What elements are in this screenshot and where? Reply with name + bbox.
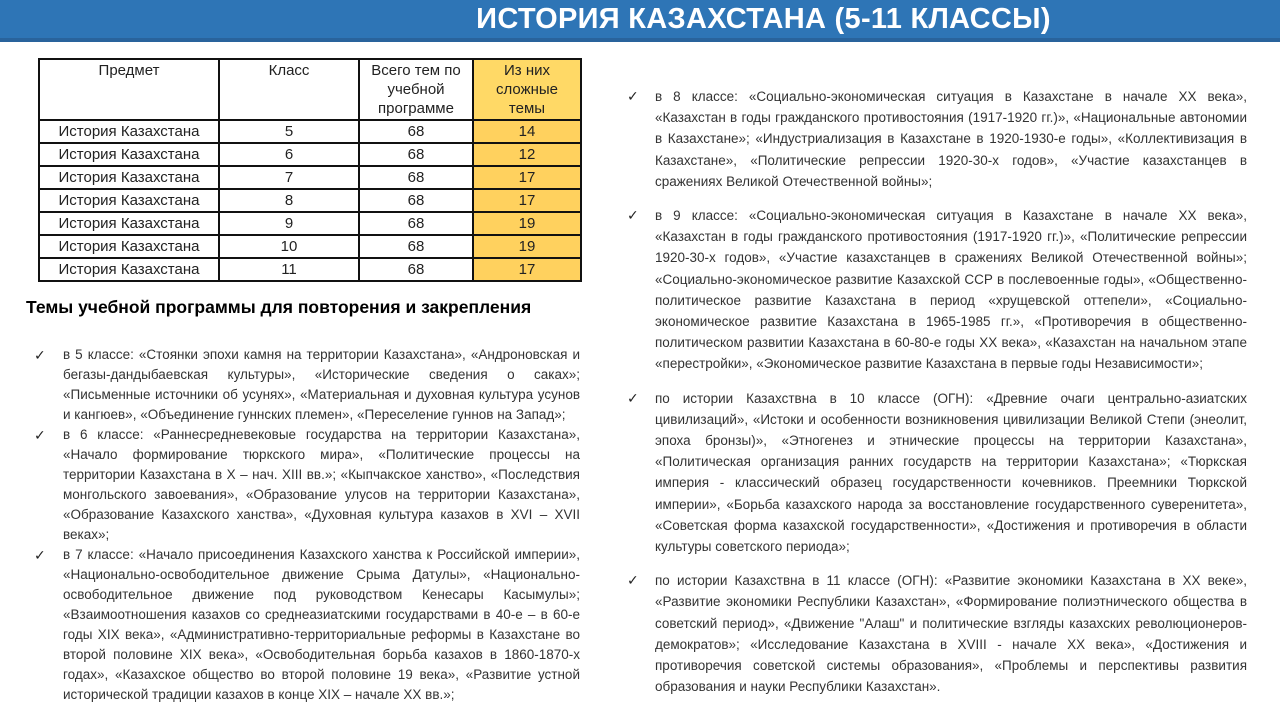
table-header-cell: Всего тем по учебной программе: [359, 59, 473, 120]
table-row: [39, 120, 581, 143]
table-row: [39, 212, 581, 235]
table-cell: 12: [473, 143, 581, 166]
table-cell: 9: [219, 212, 359, 235]
bullet-text: в 7 классе: «Начало присоединения Казахского ханства к Российской империи», «Национально-освободительное движение Срыма Датулы», «Национально-освободительное движение под руководством Кенесары Касымулы»; «Взаимоотношения казахов со среднеазиатскими государствами в 40-е – в 60-е годы XIX века», «Административно-территориальные реформы в Казахстане во второй половине XIX века», «Освободительная борьба казахов в 1860-1870-х годах», «Казахское общество во второй половине 19 века», «Развитие устной исторической традиции казахов в конце XIX – начале XX вв.»;: [63, 547, 580, 702]
table-header-cell: Предмет: [39, 59, 219, 120]
table-cell: 68: [359, 166, 473, 189]
bullet-item: [625, 388, 1247, 558]
table-row: [39, 258, 581, 281]
bullet-text: в 8 классе: «Социально-экономическая ситуация в Казахстане в начале XX века», «Казахстан в годы гражданского противостояния (1917-1920 гг.)», «Национальные автономии в Казахстане»; «Индустриализация в Казахстане в 1920-1930-е годы», «Коллективизация в Казахстане», «Политические репрессии 1920-30-х годов», «Участие казахстанцев в сражениях Великой Отечественной войны»;: [655, 89, 1247, 189]
table-cell: История Казахстана: [39, 212, 219, 235]
bullet-item: [625, 86, 1247, 192]
page-title: ИСТОРИЯ КАЗАХСТАНА (5-11 КЛАССЫ): [476, 3, 1051, 35]
table-row: [39, 143, 581, 166]
table-cell: 68: [359, 143, 473, 166]
left-bullet-list: [26, 345, 580, 705]
table-cell: 68: [359, 258, 473, 281]
checkmark-icon: ✓: [34, 547, 46, 563]
right-bullet-list: [625, 86, 1247, 710]
table-row: [39, 189, 581, 212]
table-header-cell: Из них сложные темы: [473, 59, 581, 120]
table-cell: 17: [473, 189, 581, 212]
checkmark-icon: ✓: [627, 572, 639, 589]
table-cell: 6: [219, 143, 359, 166]
table-cell: История Казахстана: [39, 120, 219, 143]
table-header-cell: Класс: [219, 59, 359, 120]
bullet-item: [26, 345, 580, 425]
table-cell: 68: [359, 120, 473, 143]
bullet-text: по истории Казахствна в 10 классе (ОГН): «Древние очаги центрально-азиатских цивилизаций», «Истоки и особенности возникновения цивилизации Великой Степи (энеолит, эпоха бронзы)», «Этногенез и этнические процессы на территории Казахстана», «Политическая организация ранних государств на территории Казахстана»; «Тюркская империя - классический образец государственности кочевников. Преемники Тюркской империи», «Борьба казахского народа за восстановление государственного суверенитета», «Советская форма казахской государственности», «Достижения и противоречия в области культуры советского периода»;: [655, 390, 1247, 555]
table-header-row: [39, 59, 581, 120]
table-cell: 19: [473, 235, 581, 258]
title-bar: [0, 0, 1280, 42]
bullet-text: в 9 классе: «Социально-экономическая ситуация в Казахстане в начале XX века», «Казахстан в годы гражданского противостояния (1917-1920 гг.)», «Политические репрессии 1920-30-х годов», «Участие казахстанцев в сражениях Великой Отечественной войны»; «Социально-экономическое развитие Казахской ССР в послевоенные годы», «Общественно-политическое развитие Казахстана в период «хрущевской оттепели», «Социально-экономическое развитие Казахстана в 1965-1985 гг.», «Противоречия в общественно-политическом развитии Казахстана в 60-80-е годы XX века», «Казахстан на начальном этапе «перестройки», «Экономическое развитие Казахстана в первые годы Независимости»;: [655, 208, 1247, 372]
bullet-text: по истории Казахствна в 11 классе (ОГН): «Развитие экономики Казахстана в XX веке», «Развитие экономики Республики Казахстан», «Формирование полиэтнического общества в советский период», «Движение "Алаш" и политические взгляды казахских революционеров-демократов»; «Исследование Казахстана в XVIII - начале XX века», «Достижения и противоречия советской системы образования», «Проблемы и перспективы развития образования и науки Республики Казахстан».: [655, 573, 1247, 695]
table-cell: 68: [359, 235, 473, 258]
section-title: Темы учебной программы для повторения и закрепления: [26, 297, 532, 317]
table-cell: 11: [219, 258, 359, 281]
table-cell: 68: [359, 189, 473, 212]
checkmark-icon: ✓: [627, 88, 639, 104]
table-cell: 17: [473, 258, 581, 281]
bullet-item: [625, 205, 1247, 375]
checkmark-icon: ✓: [34, 427, 46, 443]
checkmark-icon: ✓: [627, 389, 639, 406]
bullet-item: [625, 570, 1247, 697]
table-cell: 10: [219, 235, 359, 258]
table-cell: История Казахстана: [39, 258, 219, 281]
table-cell: История Казахстана: [39, 166, 219, 189]
table-row: [39, 235, 581, 258]
bullet-item: [26, 545, 580, 705]
table-cell: 8: [219, 189, 359, 212]
table-cell: 17: [473, 166, 581, 189]
table-cell: 7: [219, 166, 359, 189]
table-cell: История Казахстана: [39, 189, 219, 212]
table-cell: 14: [473, 120, 581, 143]
table-row: [39, 166, 581, 189]
topics-table: [38, 58, 582, 282]
bullet-text: в 5 классе: «Стоянки эпохи камня на территории Казахстана», «Андроновская и бегазы-дандыбаевская культуры», «Исторические сведения о саках»; «Письменные источники об усунях», «Материальная и духовная культура усунов и кангюев», «Объединение гуннских племен», «Переселение гуннов на Запад»;: [63, 347, 580, 422]
table-cell: 68: [359, 212, 473, 235]
left-column: [26, 58, 580, 705]
checkmark-icon: ✓: [627, 207, 639, 224]
bullet-item: [26, 425, 580, 545]
table-cell: История Казахстана: [39, 235, 219, 258]
checkmark-icon: ✓: [34, 347, 46, 363]
table-body: [39, 120, 581, 281]
table-cell: 5: [219, 120, 359, 143]
bullet-text: в 6 классе: «Раннесредневековые государства на территории Казахстана», «Начало формирование тюркского мира», «Политические процессы на территории Казахстана в X – нач. XIII вв.»; «Кыпчакское ханство», «Последствия монгольского завоевания», «Образование улусов на территории Казахстана», «Образование Казахского ханства», «Духовная культура казахов в XVI – XVII веках»;: [63, 427, 580, 542]
table-cell: 19: [473, 212, 581, 235]
table-cell: История Казахстана: [39, 143, 219, 166]
